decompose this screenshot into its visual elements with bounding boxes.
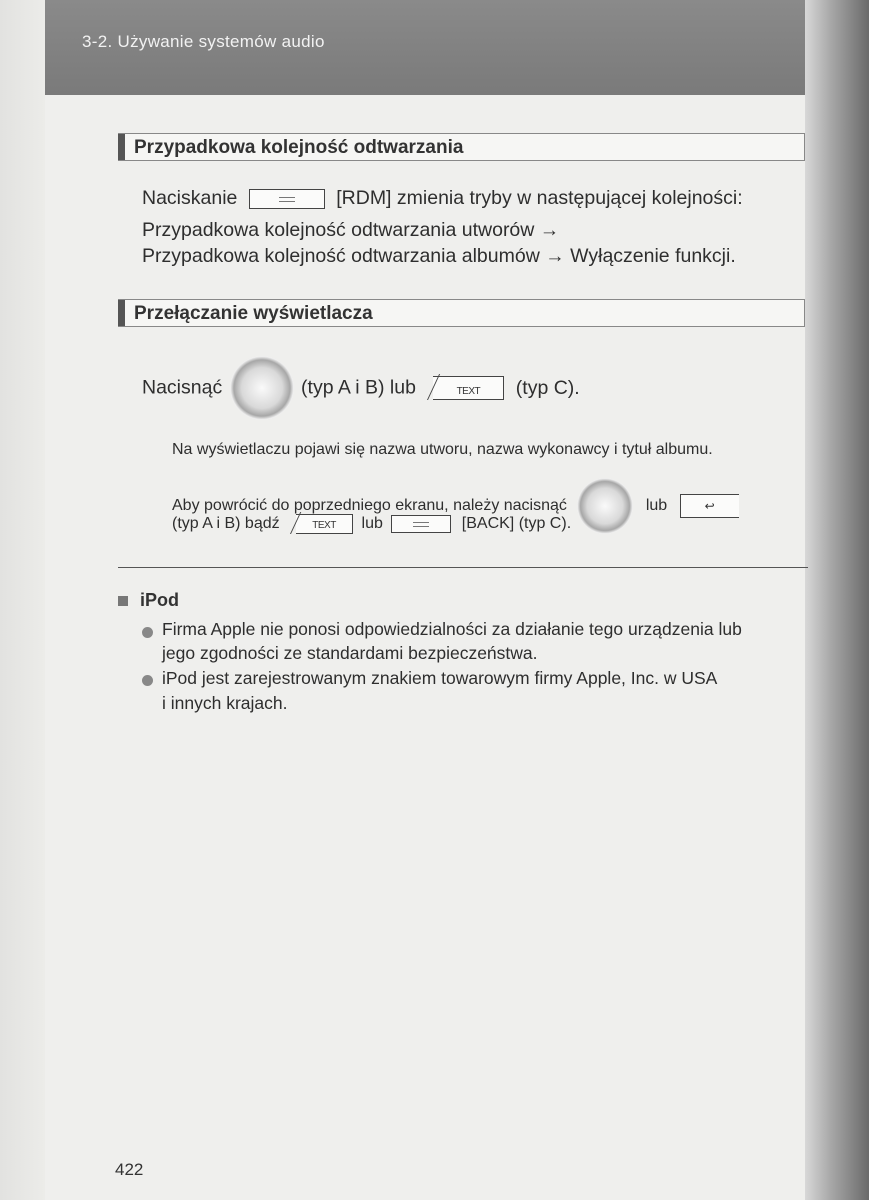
back-button-icon	[680, 494, 739, 518]
text-button-icon	[433, 376, 504, 400]
instruction-text: lub	[361, 515, 383, 532]
instruction-text: [RDM] zmienia tryby w następującej kolejności:	[336, 187, 743, 209]
rdm-instruction	[142, 187, 743, 210]
section-heading-random	[118, 133, 805, 161]
back-button-c-icon	[391, 515, 451, 533]
book-spine	[805, 0, 869, 1200]
page-number: 422	[115, 1160, 144, 1179]
bullet-icon	[142, 627, 153, 638]
instruction-text: [BACK] (typ C).	[461, 515, 572, 532]
button-label: TEXT	[456, 386, 481, 397]
instruction-text: (typ A i B) lub	[301, 376, 416, 399]
ipod-note-1a: Firma Apple nie ponosi odpowiedzialności za działanie tego urządzenia lub	[162, 619, 742, 639]
back-instruction-line2	[172, 514, 571, 534]
tune-knob-icon	[577, 478, 633, 534]
section-divider	[118, 567, 808, 568]
square-bullet-icon	[118, 596, 128, 606]
tune-knob-icon	[230, 356, 294, 420]
instruction-text: (typ A i B) bądź	[172, 515, 280, 532]
back-arrow-icon: ↩	[704, 499, 715, 513]
ipod-heading: iPod	[140, 590, 179, 610]
section-heading-display	[118, 299, 805, 327]
heading-bar	[118, 134, 125, 160]
ipod-note-1b: jego zgodności ze standardami bezpieczeństwa.	[162, 643, 538, 663]
section-title: Przełączanie wyświetlacza	[134, 303, 373, 324]
heading-bar	[118, 300, 125, 326]
ipod-note-2a: iPod jest zarejestrowanym znakiem towarowym firmy Apple, Inc. w USA	[162, 668, 718, 688]
ipod-note-2b: i innych krajach.	[162, 693, 288, 713]
button-label: TEXT	[312, 520, 336, 531]
instruction-text: (typ C).	[515, 376, 580, 399]
instruction-text: Aby powrócić do poprzedniego ekranu, należy nacisnąć	[172, 497, 567, 514]
mode-sequence-1: Przypadkowa kolejność odtwarzania utworów →	[142, 219, 560, 241]
instruction-text: Naciskanie	[142, 187, 238, 209]
section-title: Przypadkowa kolejność odtwarzania	[134, 137, 464, 158]
breadcrumb: 3-2. Używanie systemów audio	[82, 32, 325, 51]
rdm-button-icon	[249, 189, 325, 209]
display-instruction	[142, 356, 580, 420]
page-gutter	[0, 0, 45, 1200]
display-note: Na wyświetlaczu pojawi się nazwa utworu, nazwa wykonawcy i tytuł albumu.	[172, 441, 713, 458]
text-button-icon	[296, 514, 353, 534]
instruction-text: Nacisnąć	[142, 376, 223, 399]
instruction-text: lub	[645, 497, 668, 514]
mode-sequence-2: Przypadkowa kolejność odtwarzania albumów → Wyłączenie funkcji.	[142, 245, 736, 267]
bullet-icon	[142, 675, 153, 686]
